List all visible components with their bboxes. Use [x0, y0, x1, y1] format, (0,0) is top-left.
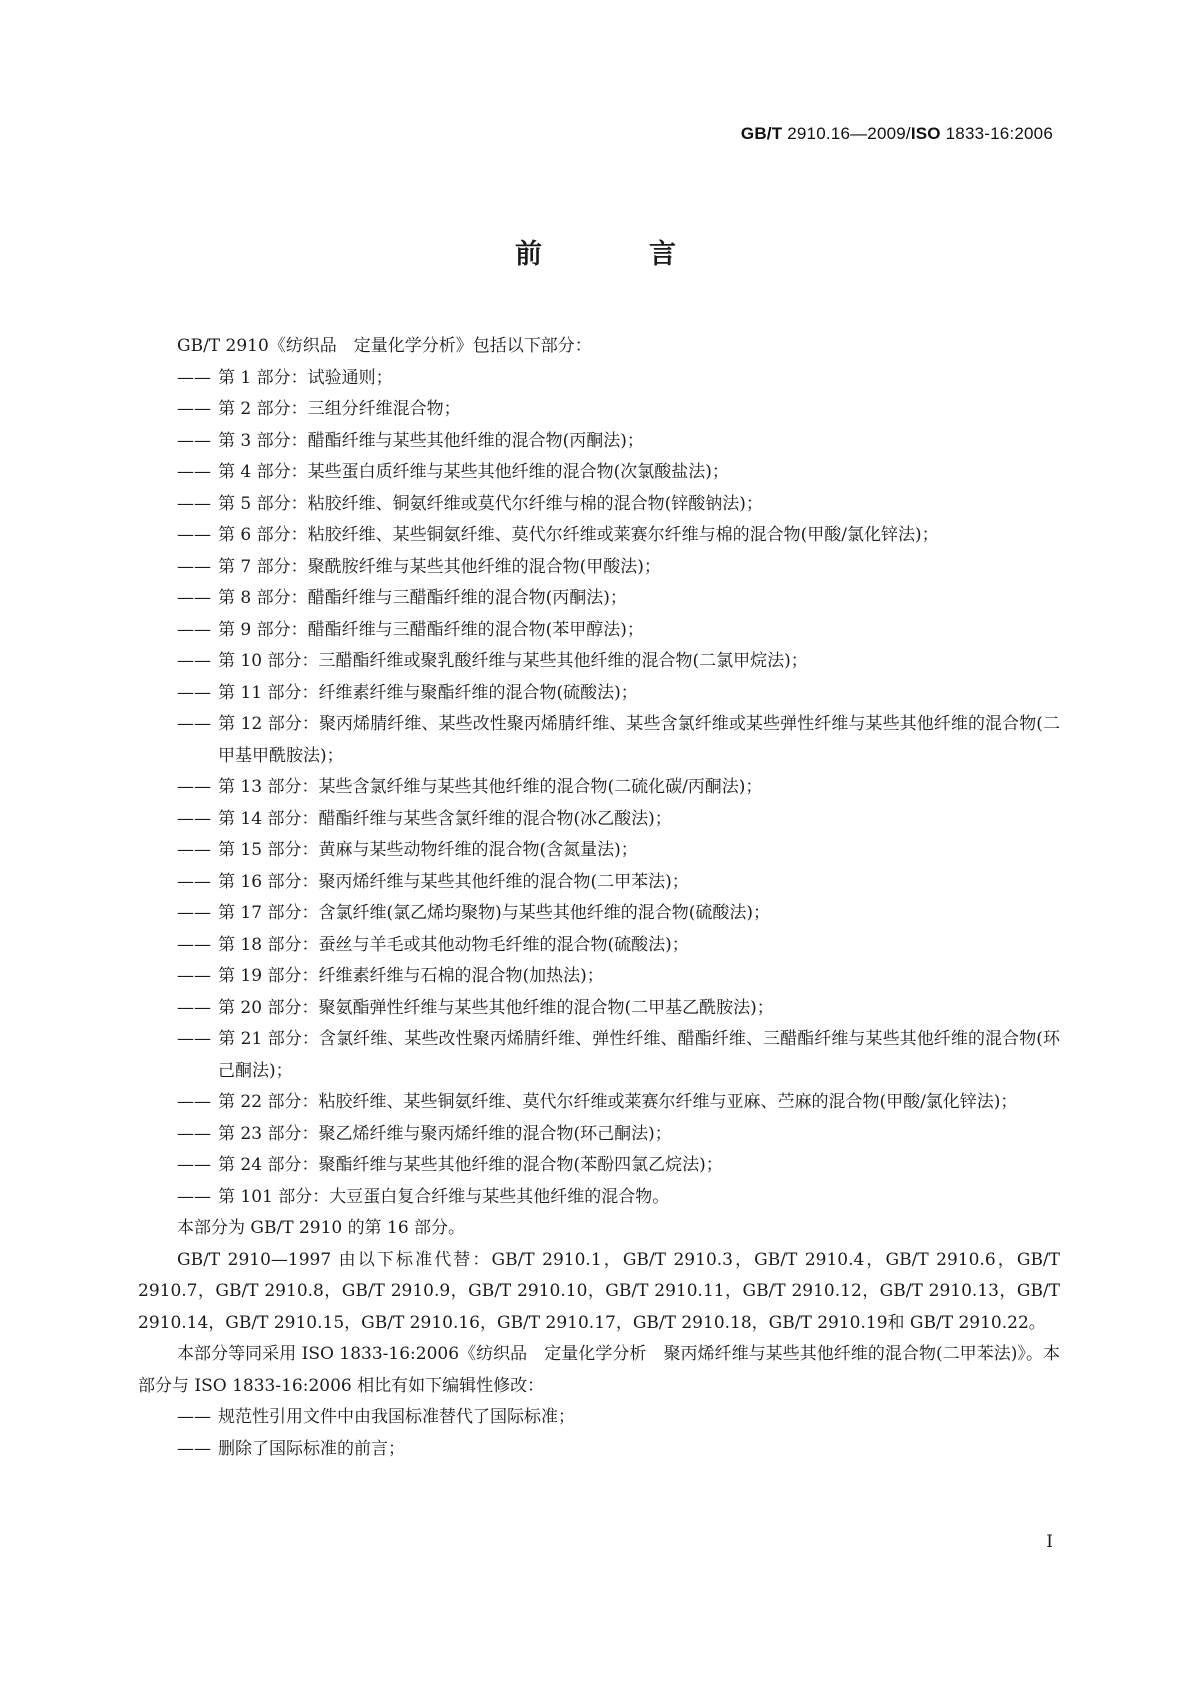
foreword-body	[138, 331, 1060, 1465]
list-item: —— 第 17 部分：含氯纤维(氯乙烯均聚物)与某些其他纤维的混合物(硫酸法)；	[177, 903, 770, 923]
list-item: —— 第 23 部分：聚乙烯纤维与聚丙烯纤维的混合物(环己酮法)；	[177, 1123, 672, 1144]
standard-code	[741, 124, 1053, 144]
list-item: —— 第 13 部分：某些含氯纤维与某些其他纤维的混合物(二硫化碳/丙酮法)；	[177, 777, 763, 797]
list-item: —— 第 8 部分：醋酯纤维与三醋酯纤维的混合物(丙酮法)；	[177, 588, 627, 608]
page-title: 前 言	[515, 239, 716, 270]
std-code-mid: 2910.16—2009/	[782, 124, 911, 143]
list-item: —— 第 18 部分：蚕丝与羊毛或其他动物毛纤维的混合物(硫酸法)；	[177, 934, 689, 955]
change-item: —— 规范性引用文件中由我国标准替代了国际标准；	[177, 1407, 575, 1427]
list-item: —— 第 9 部分：醋酯纤维与三醋酯纤维的混合物(苯甲醇法)；	[177, 619, 644, 640]
list-item: —— 第 21 部分：含氯纤维、某些改性聚丙烯腈纤维、弹性纤维、醋酯纤维、三醋酯纤维与某些其他纤维的混合物(环己酮法)；	[177, 1029, 1060, 1081]
list-item: —— 第 14 部分：醋酯纤维与某些含氯纤维的混合物(冰乙酸法)；	[177, 808, 672, 829]
list-item: —— 第 11 部分：纤维素纤维与聚酯纤维的混合物(硫酸法)；	[177, 682, 638, 703]
adoption-paragraph: 本部分等同采用 ISO 1833-16:2006《纺织品 定量化学分析 聚丙烯纤维与某些其他纤维的混合物(二甲苯法)》。本部分与 ISO 1833-16:2006 相比有如下编辑性修改：	[138, 1344, 1060, 1396]
list-item: —— 第 10 部分：三醋酯纤维或聚乳酸纤维与某些其他纤维的混合物(二氯甲烷法)；	[177, 651, 808, 671]
replacement-paragraph: GB/T 2910—1997 由以下标准代替：GB/T 2910.1，GB/T 2910.3，GB/T 2910.4，GB/T 2910.6，GB/T 2910.7，GB/T 2910.8，GB/T 2910.9，GB/T 2910.10，GB/T 2910.11，GB/T 2910.12，GB/T 2910.13，GB/T 2910.14，GB/T 2910.15，GB/T 2910.16，GB/T 2910.17，GB/T 2910.18，GB/T 2910.19和 GB/T 2910.22。	[138, 1249, 1060, 1333]
list-item: —— 第 2 部分：三组分纤维混合物；	[177, 399, 461, 419]
list-item: —— 第 20 部分：聚氨酯弹性纤维与某些其他纤维的混合物(二甲基乙酰胺法)；	[177, 997, 774, 1018]
list-item: —— 第 4 部分：某些蛋白质纤维与某些其他纤维的混合物(次氯酸盐法)；	[177, 462, 729, 482]
list-item: —— 第 6 部分：粘胶纤维、某些铜氨纤维、莫代尔纤维或莱赛尔纤维与棉的混合物(甲酸/氯化锌法)；	[177, 525, 939, 545]
list-item: —— 第 16 部分：聚丙烯纤维与某些其他纤维的混合物(二甲苯法)；	[177, 871, 689, 892]
list-item: —— 第 12 部分：聚丙烯腈纤维、某些改性聚丙烯腈纤维、某些含氯纤维或某些弹性纤维与某些其他纤维的混合物(二甲基甲酰胺法)；	[177, 714, 1060, 766]
page-number: I	[1046, 1532, 1053, 1552]
intro-paragraph: GB/T 2910《纺织品 定量化学分析》包括以下部分：	[177, 336, 592, 356]
std-code-prefix: GB/T	[740, 124, 783, 143]
std-code-suffix: 1833-16:2006	[940, 124, 1053, 143]
part-number-paragraph: 本部分为 GB/T 2910 的第 16 部分。	[177, 1218, 466, 1238]
list-item: —— 第 5 部分：粘胶纤维、铜氨纤维或莫代尔纤维与棉的混合物(锌酸钠法)；	[177, 493, 763, 514]
list-item: —— 第 19 部分：纤维素纤维与石棉的混合物(加热法)；	[177, 966, 604, 986]
change-item: —— 删除了国际标准的前言；	[177, 1438, 405, 1459]
list-item: —— 第 15 部分：黄麻与某些动物纤维的混合物(含氮量法)；	[177, 840, 638, 860]
list-item: —— 第 7 部分：聚酰胺纤维与某些其他纤维的混合物(甲酸法)；	[177, 556, 661, 577]
list-item: —— 第 3 部分：醋酯纤维与某些其他纤维的混合物(丙酮法)；	[177, 430, 644, 451]
list-item: —— 第 1 部分：试验通则；	[177, 367, 393, 388]
list-item: —— 第 22 部分：粘胶纤维、某些铜氨纤维、莫代尔纤维或莱赛尔纤维与亚麻、苎麻的混合物(甲酸/氯化锌法)；	[177, 1092, 1018, 1112]
list-item: —— 第 24 部分：聚酯纤维与某些其他纤维的混合物(苯酚四氯乙烷法)；	[177, 1155, 723, 1175]
list-item: —— 第 101 部分：大豆蛋白复合纤维与某些其他纤维的混合物。	[177, 1186, 670, 1207]
std-code-iso: ISO	[910, 124, 941, 143]
